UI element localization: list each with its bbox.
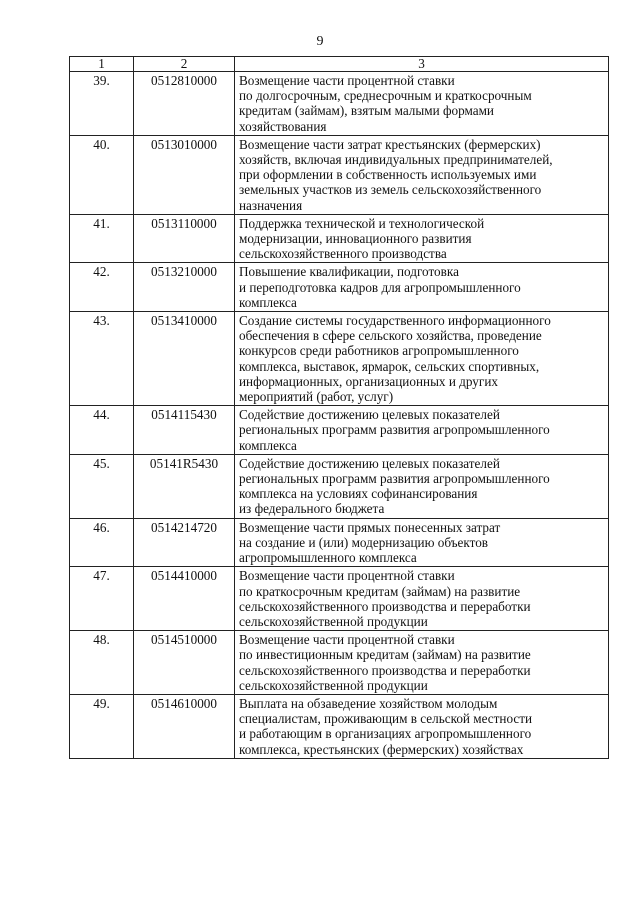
description-line: Выплата на обзаведение хозяйством молодым [239,695,498,711]
description-line: назначения [239,197,303,213]
description-line: комплекса на условиях софинансирования [239,486,478,502]
row-number: 39. [70,72,134,136]
row-description [235,454,609,518]
table-row [70,312,609,406]
classification-code: 0514115430 [134,406,235,455]
row-number: 46. [70,518,134,567]
description-line: региональных программ развития агропромышленного [239,471,550,487]
description-line: обеспечения в сфере сельского хозяйства, проведение [239,328,542,344]
table-header-row [70,57,609,72]
description-line: на создание и (или) модернизацию объектов [239,534,489,550]
table-body [70,57,609,759]
row-description [235,567,609,631]
table-row [70,454,609,518]
description-line: агропромышленного комплекса [239,550,417,566]
description-line: мероприятий (работ, услуг) [239,389,394,405]
table-row [70,518,609,567]
classification-code: 0514610000 [134,694,235,758]
row-number: 41. [70,214,134,263]
description-line: конкурсов среди работников агропромышленного [239,343,519,359]
description-line: земельных участков из земель сельскохозяйственного [239,182,542,198]
description-line: информационных, организационных и других [239,373,498,389]
classification-code: 0514510000 [134,631,235,695]
description-line: сельскохозяйственной продукции [239,613,428,629]
table-row [70,72,609,136]
row-description [235,312,609,406]
row-number: 42. [70,263,134,312]
description-line: Содействие достижению целевых показателей [239,407,500,423]
description-line: региональных программ развития агропромышленного [239,422,550,438]
description-line: Возмещение части затрат крестьянских (фермерских) [239,136,541,152]
classification-code: 0512810000 [134,72,235,136]
row-number: 48. [70,631,134,695]
description-line: модернизации, инновационного развития [239,231,472,247]
table-row [70,135,609,214]
row-description [235,518,609,567]
row-description [235,406,609,455]
classification-code: 0513010000 [134,135,235,214]
description-line: Содействие достижению целевых показателей [239,455,500,471]
row-number: 45. [70,454,134,518]
description-line: по краткосрочным кредитам (займам) на развитие [239,583,521,599]
header-col-2: 2 [134,57,235,72]
row-description [235,694,609,758]
row-number: 49. [70,694,134,758]
description-line: Поддержка технической и технологической [239,215,485,231]
table-row [70,694,609,758]
header-col-3: 3 [235,57,609,72]
description-line: Возмещение части процентной ставки [239,73,455,88]
description-line: Возмещение части процентной ставки [239,632,455,648]
header-col-1: 1 [70,57,134,72]
row-number: 43. [70,312,134,406]
description-line: и переподготовка кадров для агропромышленного [239,279,521,295]
table-row [70,263,609,312]
row-description [235,214,609,263]
table-row [70,567,609,631]
description-line: Возмещение части процентной ставки [239,568,455,584]
row-description [235,263,609,312]
description-line: Повышение квалификации, подготовка [239,264,459,280]
row-description [235,135,609,214]
row-description [235,72,609,136]
row-number: 44. [70,406,134,455]
description-line: кредитам (займам), взятым малыми формами [239,103,494,119]
row-number: 47. [70,567,134,631]
table-row [70,214,609,263]
classification-code: 0513110000 [134,214,235,263]
classification-code: 05141R5430 [134,454,235,518]
page-number: 9 [316,34,324,49]
description-line: по долгосрочным, среднесрочным и краткосрочным [239,88,532,104]
classification-code: 0513210000 [134,263,235,312]
description-line: комплекса, выставок, ярмарок, сельских спортивных, [239,358,540,374]
description-line: комплекса, крестьянских (фермерских) хозяйствах [239,741,524,757]
description-line: хозяйств, включая индивидуальных предпринимателей, [239,152,553,168]
description-line: Возмещение части прямых понесенных затрат [239,519,501,535]
description-line: сельскохозяйственного производства [239,246,447,262]
table-row [70,406,609,455]
description-line: комплекса [239,294,297,310]
description-line: специалистам, проживающим в сельской местности [239,711,533,727]
classification-code: 0514214720 [134,518,235,567]
budget-classification-table [69,56,609,759]
description-line: Создание системы государственного информационного [239,313,551,329]
description-line: сельскохозяйственного производства и переработки [239,598,531,614]
description-line: хозяйствования [239,118,327,134]
description-line: сельскохозяйственного производства и переработки [239,662,531,678]
description-line: по инвестиционным кредитам (займам) на развитие [239,647,531,663]
description-line: и работающим в организациях агропромышленного [239,726,532,742]
description-line: при оформлении в собственность используемых ими [239,167,537,183]
classification-code: 0514410000 [134,567,235,631]
row-description [235,631,609,695]
row-number: 40. [70,135,134,214]
table-row [70,631,609,695]
description-line: комплекса [239,437,297,453]
description-line: сельскохозяйственной продукции [239,677,428,693]
description-line: из федерального бюджета [239,501,385,517]
classification-code: 0513410000 [134,312,235,406]
